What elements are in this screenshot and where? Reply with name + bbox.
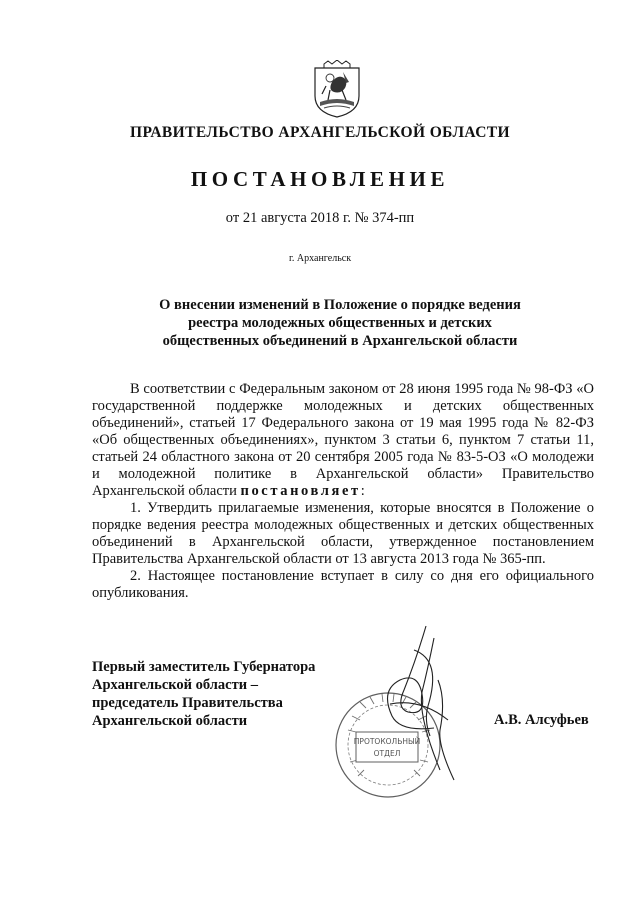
city-line: г. Архангельск xyxy=(288,253,352,264)
svg-text:ОТДЕЛ: ОТДЕЛ xyxy=(373,749,401,758)
position-line-2: Архангельской области – xyxy=(92,677,258,693)
preamble-text: В соответствии с Федеральным законом от 28 июня 1995 года № 98-ФЗ «О государственной поддержке молодежных и детских общественных объединений», статьей 17 Федерального закона от 19 мая 1995 года № 82-ФЗ «Об общественных объединениях», пунктом 3 статьи 6, пунктом 7 статьи 11, статьей 24 областного закона от 20 сентября 2005 года № 83-5-ОЗ «О молодежи и молодежной политике в Архангельской области» Правительство Архангельской области xyxy=(92,381,594,499)
position-line-3: председатель Правительства xyxy=(92,695,283,711)
decree-colon: : xyxy=(360,483,365,499)
preamble-paragraph xyxy=(92,381,594,500)
signer-name: А.В. Алсуфьев xyxy=(494,712,589,728)
date-number-line: от 21 августа 2018 г. № 374-пп xyxy=(225,210,415,226)
item-2-paragraph: 2. Настоящее постановление вступает в силу со дня его официального опубликования. xyxy=(92,568,594,601)
arkhangelsk-coat-of-arms-icon xyxy=(312,60,362,118)
subject-line-1: О внесении изменений в Положение о порядке ведения xyxy=(159,297,521,313)
subject-line-2: реестра молодежных общественных и детских xyxy=(188,315,492,331)
document-type-heading: ПОСТАНОВЛЕНИЕ xyxy=(190,167,450,191)
decree-word: постановляет xyxy=(240,483,361,499)
document-body xyxy=(92,381,594,602)
position-line-1: Первый заместитель Губернатора xyxy=(92,659,316,675)
document-subject xyxy=(90,296,590,350)
svg-text:ПРОТОКОЛЬНЫЙ: ПРОТОКОЛЬНЫЙ xyxy=(353,737,421,746)
subject-line-3: общественных объединений в Архангельской области xyxy=(162,333,518,349)
item-1-paragraph: 1. Утвердить прилагаемые изменения, которые вносятся в Положение о порядке ведения реестра молодежных общественных и детских общественных объединений в Архангельской области, утвержденное постановлением Правительства Архангельской области от 13 августа 2013 года № 365-пп. xyxy=(92,500,594,567)
organization-title: ПРАВИТЕЛЬСТВО АРХАНГЕЛЬСКОЙ ОБЛАСТИ xyxy=(129,124,510,141)
round-seal-stamp-icon xyxy=(336,693,440,797)
position-line-4: Архангельской области xyxy=(92,713,248,729)
signatory-position xyxy=(92,658,315,730)
stamp-and-signature xyxy=(330,620,460,800)
